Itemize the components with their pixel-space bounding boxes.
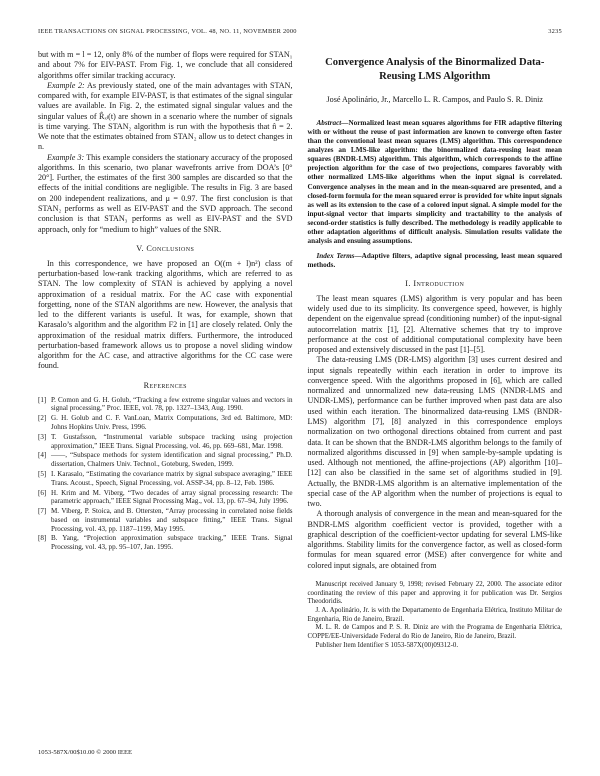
index-terms-text: Adaptive filters, adaptive signal processing, least mean squared methods. — [307, 251, 562, 269]
reference-text: B. Yang, “Projection approximation subspace tracking,” IEEE Trans. Signal Processing, vol. 43, pp. 95–107, Jan. 1995. — [51, 534, 293, 552]
paragraph-example-3 — [38, 153, 293, 235]
intro-paragraph-2: The data-reusing LMS (DR-LMS) algorithm [3] uses current desired and input signals repeatedly within each iteration in order to improve its convergence speed. With the algorithms proposed in [6], which are called normalized and unnormalized new data-reusing LMS (NNDR-LMS and UNDR-LMS), performance can be further improved when past data are also used within each iteration. The binormalized data-reusing LMS (BNDR-LMS) algorithm [7], [8] analyzed in this correspondence employs normalization on two orthogonal directions obtained from current and past data. It can be shown that the BNDR-LMS algorithm belongs to the family of normalized algorithms discussed in [9] when sample-by-sample updating is used. Although not mentioned, the affine-projections (AP) algorithm [10]–[12] can also be classified in the same set of algorithms studied in [9]. Actually, the BNDR-LMS algorithm is an alternative implementation of the special case of the AP algorithm when the number of projections is equal to two. — [307, 355, 562, 509]
reference-text: H. Krim and M. Viberg, “Two decades of array signal processing research: The parametric approach,” IEEE Signal Processing Mag., vol. 13, pp. 67–94, July 1996. — [51, 488, 293, 506]
footnote-block — [308, 581, 563, 651]
abstract-label: Abstract— — [316, 118, 349, 127]
example-3-text: This example considers the stationary accuracy of the proposed algorithms. In this scenario, two planar wavefronts arrive from DOA’s [0° 20°]. Further, the estimates of the first 300 samples are discarded so that the effects of the initial conditions are negligible. The results in Fig. 3 are based on 200 independent realizations, and μ = 0.97. The first conclusion is that STAN₂ performs as well as EIV-PAST and the SVD approach. The second conclusion is that STAN₃ performs as well as EIV-PAST and the SVD approach, only for “medium to high” values of the SNR. — [38, 152, 293, 234]
two-column-layout — [38, 50, 562, 650]
page-number: 3235 — [548, 28, 562, 35]
reference-item — [38, 396, 293, 414]
reference-number: [5] — [38, 469, 47, 478]
paper-title: Convergence Analysis of the Binormalized Data-Reusing LMS Algorithm — [325, 57, 545, 82]
reference-list — [38, 396, 293, 552]
introduction-heading: I. Introduction — [405, 278, 465, 288]
abstract — [308, 119, 563, 247]
running-head — [38, 28, 562, 35]
abstract-text: Normalized least mean squares algorithms for FIR adaptive filtering with or without the reuse of past information are known to converge often faster than the conventional least mean squares (LMS) algorithm. This correspondence analyzes an LMS-like algorithm: the binormalized data-reusing least mean squares (BNDR-LMS) algorithm. This algorithm, which corresponds to the affine projection algorithm for the case of two projections, compares favorably with other normalized LMS-like algorithms when the input signal is correlated. Convergence analyses in the mean and in the mean-squared are presented, and a closed-form formula for the mean squared error is provided for white input signals as well as its extension to the case of a colored input signal. A simple model for the input-signal vector that imparts simplicity and tractability to the analysis of second-order statistics is fully described. The methodology is readily applicable to other adaptation algorithms of difficult analysis. Simulation results validate the analysis and ensuing assumptions. — [307, 118, 562, 246]
intro-paragraph-3: A thorough analysis of convergence in the mean and mean-squared for the BNDR-LMS algorithm coefficient vector is provided, together with a graphical description of the coefficient-vector updating for several LMS-like algorithms. Stability limits for the convergence factor, as well as closed-form formulas for mean squared error (MSE) after convergence for white and colored input signals, are obtained from — [307, 509, 562, 570]
reference-number: [2] — [38, 414, 47, 423]
example-2-label: Example 2: — [47, 80, 85, 90]
footnote-publisher-id: Publisher Item Identifier S 1053-587X(00)09312-0. — [315, 641, 459, 649]
intro-paragraph-1: The least mean squares (LMS) algorithm is very popular and has been widely used due to its simplicity. Its convergence speed, however, is highly dependent on the eigenvalue spread (conditioning number) of the input-signal autocorrelation matrix [1], [2]. Alternative schemes that try to improve performance at the cost of additional computational complexity have been proposed and extensively discussed in the past [1]–[5]. — [307, 293, 562, 355]
reference-item — [38, 433, 293, 451]
reference-text: M. Viberg, P. Stoica, and B. Ottersten, “Array processing in correlated noise fields based on instrumental variables and subspace fitting,” IEEE Trans. Signal Processing, vol. 43, pp. 1187–1199, May 1995. — [51, 507, 293, 533]
right-column — [308, 50, 563, 650]
paragraph-continuation: but with m = l = 12, only 8% of the number of flops were required for STAN₁ and about 7% for EIV-PAST. From Fig. 1, we conclude that all considered algorithms offer similar tracking accuracy. — [38, 50, 293, 80]
example-2-text: As previously stated, one of the main advantages with STAN, compared with, for example EIV-PAST, is that estimates of the signal singular values are available. In Fig. 2, the estimated signal singular values and the singular values of R̂ₓₗ(t) are shown in a scenario where the number of signals is time varying. The STAN₂ algorithm is run with the hypothesis that n̂ = 2. We note that the estimates obtained from STAN₂ allow us to detect changes in n. — [38, 80, 293, 152]
footnote-affiliation-2: M. L. R. de Campos and P. S. R. Diniz are with the Programa de Engenharia Elétrica, COPPE/EE-Universidade Federal do Rio de Janeiro, Rio de Janeiro, Brazil. — [307, 624, 562, 641]
reference-text: I. Karasalo, “Estimating the covariance matrix by signal subspace averaging,” IEEE Trans. Acoust., Speech, Signal Processing, vol. ASSP-34, pp. 8–12, Feb. 1986. — [51, 469, 293, 487]
footnote-manuscript: Manuscript received January 9, 1998; revised February 22, 2000. The associate editor coordinating the review of this paper and approving it for publication was Dr. Sergios Theodoridis. — [307, 580, 562, 606]
conclusions-paragraph: In this correspondence, we have proposed an O((m + l)n²) class of perturbation-based low-rank tracking algorithms, which are referred to as STAN. The low complexity of STAN is achieved by applying a novel approximation of a residual matrix. For the AC case with exponential forgetting, none of the STAN algorithms are new. However, the analysis that led to the different variants is useful. It was, for example, shown that Karasalo’s algorithm and the algorithm F2 in [1] are closely related. Only the approximation of the residual matrix differs. Furthermore, the introduced perturbation-based framework allows us to propose a novel sliding window algorithm for the AC case, and attractive algorithms for the CC case were found. — [38, 258, 293, 371]
reference-text: T. Gustafsson, “Instrumental variable subspace tracking using projection approximation,” IEEE Trans. Signal Processing, vol. 46, pp. 669–681, Mar. 1998. — [51, 432, 293, 450]
index-terms — [308, 252, 563, 270]
reference-number: [1] — [38, 395, 47, 404]
reference-number: [4] — [38, 451, 47, 460]
references-heading: References — [143, 380, 187, 390]
left-column — [38, 50, 293, 650]
reference-text: ——, “Subspace methods for system identification and signal processing,” Ph.D. dissertation, Chalmers Univ. Technol., Goteburg, Sweden, 1999. — [51, 451, 293, 469]
copyright-line: 1053-587X/00$10.00 © 2000 IEEE — [38, 749, 133, 756]
reference-number: [3] — [38, 432, 47, 441]
reference-text: P. Comon and G. H. Golub, “Tracking a few extreme singular values and vectors in signal processing,” Proc. IEEE, vol. 78, pp. 1327–1343, Aug. 1990. — [51, 395, 293, 413]
reference-item — [38, 489, 293, 507]
reference-item — [38, 451, 293, 469]
reference-number: [7] — [38, 507, 47, 516]
index-terms-label: Index Terms— — [316, 251, 362, 260]
journal-title: IEEE TRANSACTIONS ON SIGNAL PROCESSING, VOL. 48, NO. 11, NOVEMBER 2000 — [38, 28, 297, 35]
reference-item — [38, 470, 293, 488]
reference-item — [38, 534, 293, 552]
conclusions-heading: V. Conclusions — [136, 243, 195, 253]
reference-number: [8] — [38, 534, 47, 543]
reference-item — [38, 507, 293, 533]
paragraph-example-2 — [38, 81, 293, 153]
example-3-label: Example 3: — [47, 152, 85, 162]
footnote-affiliation-1: J. A. Apolinário, Jr. is with the Departamento de Engenharia Elétrica, Instituto Militar de Engenharia, Rio de Janeiro, Brazil. — [307, 607, 562, 623]
reference-item — [38, 414, 293, 432]
reference-text: G. H. Golub and C. F. VanLoan, Matrix Computations, 3rd ed. Baltimore, MD: Johns Hopkins Univ. Press, 1996. — [51, 414, 293, 432]
reference-number: [6] — [38, 488, 47, 497]
authors-line: José Apolinário, Jr., Marcello L. R. Campos, and Paulo S. R. Diniz — [326, 94, 543, 104]
